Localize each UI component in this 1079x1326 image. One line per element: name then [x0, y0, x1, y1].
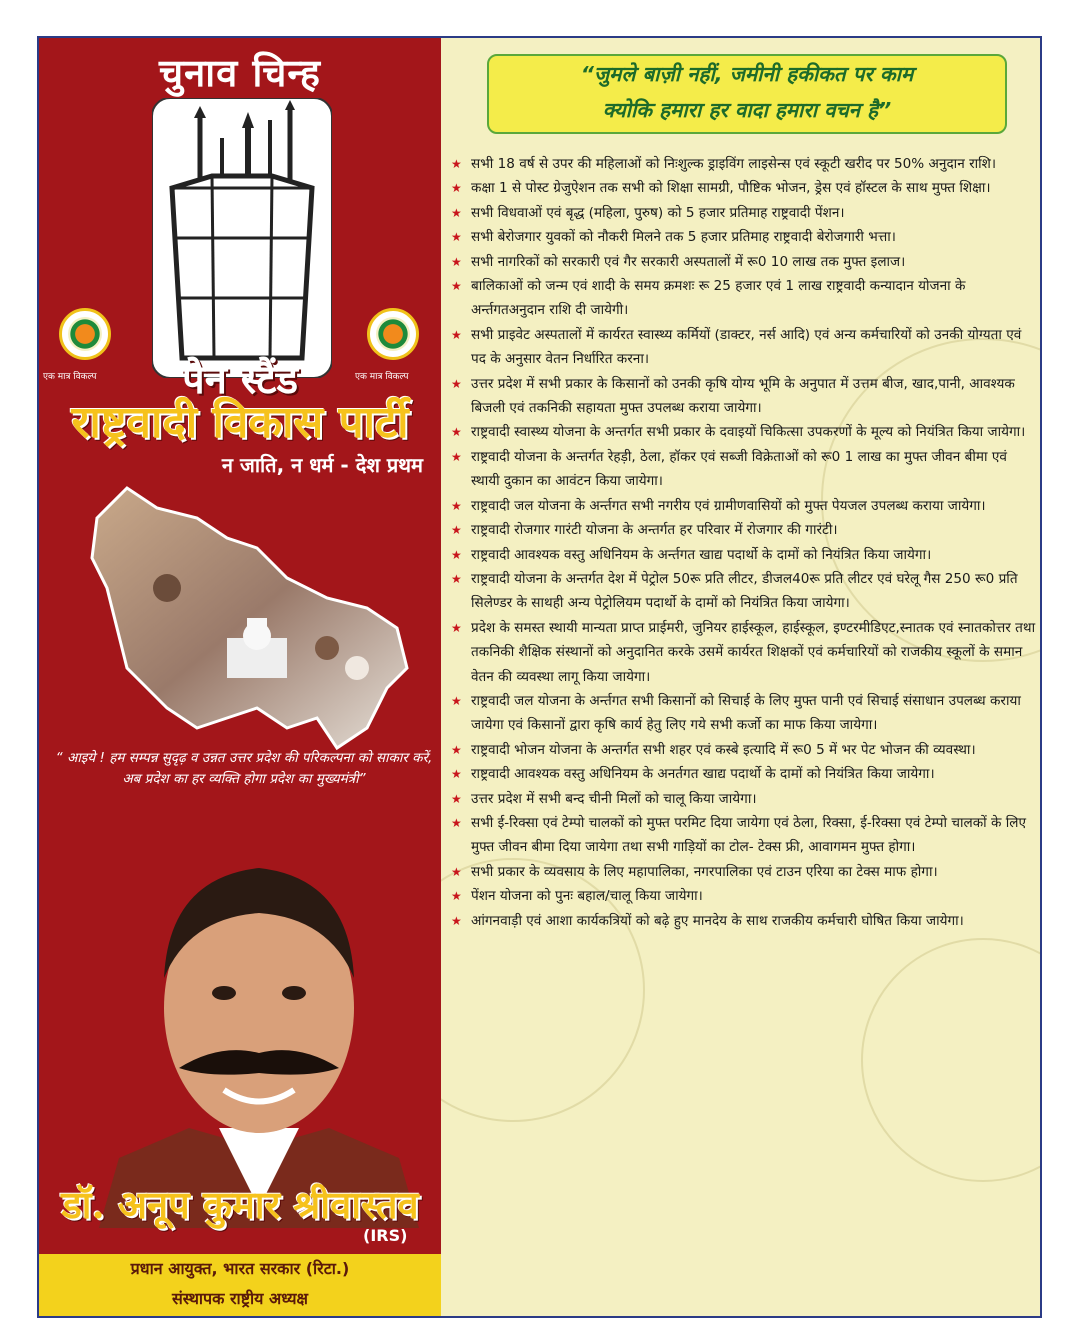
leader-portrait	[99, 828, 419, 1228]
designation-box	[39, 1254, 441, 1316]
promise-text: सभी विधवाओं एवं बृद्ध (महिला, पुरुष) को 5 हजार प्रतिमाह राष्ट्रवादी पेंशन।	[471, 204, 845, 221]
star-icon: ★	[451, 498, 462, 513]
star-icon: ★	[451, 230, 462, 245]
promise-item	[451, 884, 1039, 908]
promise-item	[451, 152, 1039, 176]
star-icon: ★	[451, 279, 462, 294]
designation-line-1: प्रधान आयुक्त, भारत सरकार (रिटा.)	[130, 1259, 350, 1278]
promise-item	[451, 518, 1039, 542]
promise-item	[451, 616, 1039, 689]
promise-item	[451, 274, 1039, 323]
right-panel	[441, 38, 1040, 1316]
leader-name: डॉ. अनूप कुमार श्रीवास्तव	[61, 1182, 419, 1227]
promise-item	[451, 543, 1039, 567]
star-icon: ★	[451, 693, 462, 708]
star-icon: ★	[451, 449, 462, 464]
promise-text: सभी ई-रिक्सा एवं टेम्पो चालकों को मुफ्त परमिट दिया जायेगा एवं ठेला, रिक्सा, ई-रिक्सा एवं टेम्पो चालकों के लिए मुफ्त जीवन बीमा दिया जायेगा तथा सभी गाड़ियों का टोल- टेक्स फ्री, आवागमन मुफ्त होगा।	[471, 814, 1027, 856]
party-slogan: न जाति, न धर्म - देश प्रथम	[221, 453, 423, 477]
promise-item	[451, 420, 1039, 444]
star-icon: ★	[451, 889, 462, 904]
promise-text: राष्ट्रवादी जल योजना के अर्न्तगत सभी नगरीय एवं ग्रामीणवासियों को मुफ्त पेयजल उपलब्ध कराया जायेगा।	[471, 497, 986, 514]
star-icon: ★	[451, 205, 462, 220]
star-icon: ★	[451, 254, 462, 269]
star-icon: ★	[451, 864, 462, 879]
star-icon: ★	[451, 425, 462, 440]
party-logo-icon-left	[59, 308, 111, 360]
star-icon: ★	[451, 767, 462, 782]
appeal-quote: “ आइये ! हम सम्पन्न सुदृढ़ व उन्नत उत्तर प्रदेश की परिकल्पना को साकार करें, अब प्रदेश का हर व्यक्ति होगा प्रदेश का मुख्यमंत्री”	[55, 750, 433, 787]
party-name: राष्ट्रवादी विकास पार्टी	[71, 397, 409, 448]
pen-stand-symbol-icon	[152, 98, 332, 378]
side-tag-left: एक मात्र विकल्प	[43, 372, 97, 382]
promise-item	[451, 811, 1039, 860]
decorative-swirl-3	[861, 938, 1040, 1182]
symbol-heading: चुनाव चिन्ह	[159, 50, 321, 95]
promise-item	[451, 225, 1039, 249]
promise-item	[451, 909, 1039, 933]
party-logo-icon-right	[367, 308, 419, 360]
star-icon: ★	[451, 620, 462, 635]
promise-text: राष्ट्रवादी भोजन योजना के अन्तर्गत सभी शहर एवं कस्बे इत्यादि में रू0 5 में भर पेट भोजन की व्यवस्था।	[471, 741, 976, 758]
star-icon: ★	[451, 523, 462, 538]
leader-suffix: (IRS)	[363, 1226, 408, 1245]
designation-line-2: संस्थापक राष्ट्रीय अध्यक्ष	[171, 1289, 309, 1308]
promise-item	[451, 762, 1039, 786]
promise-text: राष्ट्रवादी योजना के अन्तर्गत देश में पेट्रोल 50रू प्रति लीटर, डीजल40रू प्रति लीटर एवं घरेलू गैस 250 रू0 प्रति सिलेण्डर के साथही अन्य पेट्रोलियम पदार्थो के दामों को नियंत्रित किया जायेगा।	[471, 570, 1018, 612]
star-icon: ★	[451, 815, 462, 830]
promise-text: राष्ट्रवादी आवश्यक वस्तु अधिनियम के अनर्तगत खाद्य पदार्थो के दामों को नियंत्रित किया जायेगा।	[471, 766, 935, 783]
left-panel	[39, 38, 441, 1316]
promise-list	[451, 152, 1039, 933]
symbol-name: पेन स्टैंड	[182, 356, 298, 403]
promise-item	[451, 176, 1039, 200]
promise-text: सभी प्रकार के व्यवसाय के लिए महापालिका, नगरपालिका एवं टाउन एरिया का टेक्स माफ होगा।	[471, 863, 938, 880]
promise-text: सभी प्राइवेट अस्पतालों में कार्यरत स्वास्थ्य कर्मियों (डाक्टर, नर्स आदि) एवं अन्य कर्मचारियों को उनकी योग्यता एवं पद के अनुसार वेतन निर्धारित करना।	[471, 326, 1022, 368]
side-tag-right: एक मात्र विकल्प	[355, 372, 409, 382]
promise-item	[451, 494, 1039, 518]
promise-text: उत्तर प्रदेश में सभी प्रकार के किसानों को उनकी कृषि योग्य भूमि के अनुपात में उत्तम बीज, खाद,पानी, आवश्यक बिजली एवं तकनिकी सहायता मुफ्त उपलब्ध कराया जायेगा।	[471, 375, 1015, 417]
star-icon: ★	[451, 742, 462, 757]
promise-text: राष्ट्रवादी स्वास्थ्य योजना के अन्तर्गत सभी प्रकार के दवाइयों चिकित्सा उपकरणों के मूल्य को नियंत्रित किया जायेगा।	[471, 424, 1026, 441]
promise-text: सभी नागरिकों को सरकारी एवं गैर सरकारी अस्पतालों में रू0 10 लाख तक मुफ्त इलाज।	[471, 253, 906, 270]
promise-item	[451, 738, 1039, 762]
banner-line-1: “जुमले बाज़ी नहीं, जमीनी हकीकत पर काम	[580, 62, 914, 86]
promise-text: सभी बेरोजगार युवकों को नौकरी मिलने तक 5 हजार प्रतिमाह राष्ट्रवादी बेरोजगारी भत्ता।	[471, 229, 896, 246]
uttar-pradesh-map-collage-icon	[87, 478, 417, 768]
promise-text: सभी 18 वर्ष से उपर की महिलाओं को निःशुल्क ड्राइविंग लाइसेन्स एवं स्कूटी खरीद पर 50% अनुदान राशि।	[471, 156, 997, 172]
promise-item	[451, 860, 1039, 884]
promise-text: राष्ट्रवादी जल योजना के अर्न्तगत सभी किसानों को सिचाई के लिए मुफ्त पानी एवं सिचाई संसाधान उपलब्ध कराया जायेगा एवं किसानों द्वारा कृषि कार्य हेतु लिए गये सभी कर्जो का माफ किया जायेगा।	[471, 692, 1021, 734]
headline-banner	[487, 54, 1007, 134]
promise-text: राष्ट्रवादी आवश्यक वस्तु अधिनियम के अर्न्तगत खाद्य पदार्थो के दामों को नियंत्रित किया जायेगा।	[471, 546, 932, 563]
promise-item	[451, 250, 1039, 274]
poster	[37, 36, 1042, 1318]
promise-text: प्रदेश के समस्त स्थायी मान्यता प्राप्त प्राईमरी, जुनियर हाईस्कूल, हाईस्कूल, इण्टरमीडिएट,स्नातक एवं स्नातकोत्तर तथा तकनिकी शैक्षिक संस्थानों को अनुदानित करके उसमें कार्यरत शिक्षकों एवं कर्मचारियों को राजकीय स्कूलों के समान वेतन की व्यवस्था लागू किया जायेगा।	[471, 619, 1036, 685]
promise-text: राष्ट्रवादी योजना के अन्तर्गत रेहड़ी, ठेला, हॉकर एवं सब्जी विक्रेताओं को रू0 1 लाख का मुफ्त जीवन बीमा एवं स्थायी दुकान का आवंटन किया जायेगा।	[471, 448, 1007, 490]
star-icon: ★	[451, 571, 462, 586]
promise-text: आंगनवाड़ी एवं आशा कार्यकत्रियों को बढ़े हुए मानदेय के साथ राजकीय कर्मचारी घोषित किया जायेगा।	[471, 912, 964, 929]
promise-text: पेंशन योजना को पुनः बहाल/चालू किया जायेगा।	[471, 888, 703, 905]
star-icon: ★	[451, 547, 462, 562]
star-icon: ★	[451, 376, 462, 391]
star-icon: ★	[451, 157, 462, 171]
star-icon: ★	[451, 913, 462, 928]
star-icon: ★	[451, 327, 462, 342]
promise-text: उत्तर प्रदेश में सभी बन्द चीनी मिलों को चालू किया जायेगा।	[471, 790, 757, 807]
promise-text: कक्षा 1 से पोस्ट ग्रेजुऐशन तक सभी को शिक्षा सामग्री, पौष्टिक भोजन, ड्रेस एवं हॉस्टल के साथ मुफ्त शिक्षा।	[471, 180, 991, 197]
star-icon: ★	[451, 791, 462, 806]
promise-item	[451, 445, 1039, 494]
promise-text: राष्ट्रवादी रोजगार गारंटी योजना के अन्तर्गत हर परिवार में रोजगार की गारंटी।	[471, 522, 838, 539]
banner-line-2: क्योकि हमारा हर वादा हमारा वचन है”	[602, 98, 892, 122]
promise-item	[451, 787, 1039, 811]
promise-item	[451, 689, 1039, 738]
promise-item	[451, 567, 1039, 616]
promise-item	[451, 372, 1039, 421]
promise-item	[451, 323, 1039, 372]
star-icon: ★	[451, 181, 462, 196]
promise-text: बालिकाओं को जन्म एवं शादी के समय क्रमशः रू 25 हजार एवं 1 लाख राष्ट्रवादी कन्यादान योजना के अर्न्तगतअनुदान राशि दी जायेगी।	[471, 278, 966, 319]
promise-item	[451, 201, 1039, 225]
